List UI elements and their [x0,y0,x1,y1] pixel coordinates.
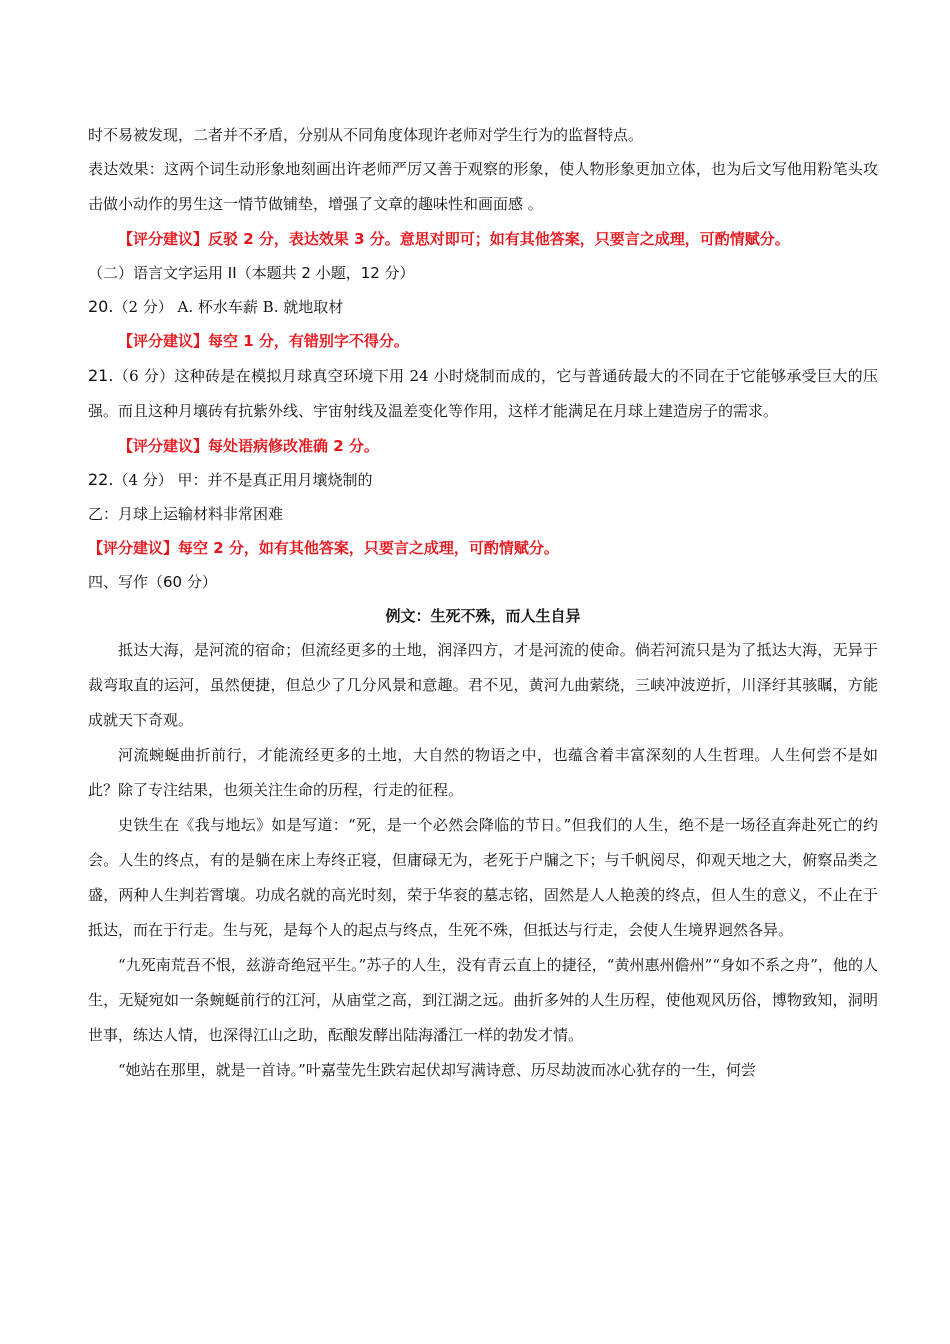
essay-title: 例文：生死不殊，而人生自异 [385,607,581,625]
essay-paragraph-3: 史铁生在《我与地坛》如是写道：“死，是一个必然会降临的节日。”但我们的人生，绝不是一场径直奔赴死亡的约会。人生的终点，有的是躺在床上寿终正寝，但庸碌无为，老死于户牖之下；与千帆阅尽，仰观天地之大，俯察品类之盛，两种人生判若霄壤。功成名就的高光时刻，荣于华衮的墓志铭，固然是人人艳羡的终点，但人生的意义，不止在于抵达，而在于行走。生与死，是每个人的起点与终点，生死不殊，但抵达与行走，会使人生境界迥然各异。 [88,816,878,939]
scoring-suggestion-21: 【评分建议】每处语病修改准确 2 分。 [118,437,379,455]
question-20 [88,290,878,324]
question-answer: （2 分） A. 杯水车薪 B. 就地取材 [113,298,344,316]
question-22-yi: 乙：月球上运输材料非常困难 [88,505,284,523]
scoring-suggestion-20: 【评分建议】每空 1 分，有错别字不得分。 [118,332,409,350]
question-number: 20. [88,297,114,316]
essay-paragraph-5: “她站在那里，就是一首诗。”叶嘉莹先生跌宕起伏却写满诗意、历尽劫波而冰心犹存的一生，何尝 [118,1061,756,1079]
question-number: 22. [88,470,114,489]
essay-paragraph-2: 河流蜿蜒曲折前行，才能流经更多的土地，大自然的物语之中，也蕴含着丰富深刻的人生哲理。人生何尝不是如此？除了专注结果，也须关注生命的历程，行走的征程。 [88,746,878,799]
question-number: 21. [88,366,114,385]
document-page [88,118,878,1088]
expression-effect: 表达效果：这两个词生动形象地刻画出许老师严厉又善于观察的形象，使人物形象更加立体，也为后文写他用粉笔头攻击做小动作的男生这一情节做铺垫，增强了文章的趣味性和画面感 。 [88,160,878,213]
scoring-suggestion-19: 【评分建议】反驳 2 分，表达效果 3 分。意思对即可；如有其他答案，只要言之成理，可酌情赋分。 [118,230,790,248]
essay-paragraph-1: 抵达大海，是河流的宿命；但流经更多的土地，润泽四方，才是河流的使命。倘若河流只是为了抵达大海，无异于裁弯取直的运河，虽然便捷，但总少了几分风景和意趣。君不见，黄河九曲萦绕，三峡冲波逆折，川泽纡其骇瞩，方能成就天下奇观。 [88,641,878,729]
question-answer: （6 分）这种砖是在模拟月球真空环境下用 24 小时烧制而成的，它与普通砖最大的不同在于它能够承受巨大的压强。而且这种月壤砖有抗紫外线、宇宙射线及温差变化等作用，这样才能满足在月球上建造房子的需求。 [88,367,878,420]
answer-continuation: 时不易被发现，二者并不矛盾，分别从不同角度体现许老师对学生行为的监督特点。 [88,126,644,144]
essay-paragraph-4: “九死南荒吾不恨，兹游奇绝冠平生。”苏子的人生，没有青云直上的捷径，“黄州惠州儋州”“身如不系之舟”，他的人生，无疑宛如一条蜿蜒前行的江河，从庙堂之高，到江湖之远。曲折多舛的人生历程，使他观风历俗，博物致知，洞明世事，练达人情，也深得江山之助，酝酿发酵出陆海潘江一样的勃发才情。 [88,956,878,1044]
question-21 [88,358,878,429]
question-answer: （4 分） 甲：并不是真正用月壤烧制的 [113,471,373,489]
section-heading-language-use: （二）语言文字运用 II（本题共 2 小题，12 分） [88,264,415,282]
scoring-suggestion-22: 【评分建议】每空 2 分，如有其他答案，只要言之成理，可酌情赋分。 [88,539,559,557]
section-heading-writing: 四、写作（60 分） [88,573,217,591]
question-22 [88,463,878,497]
